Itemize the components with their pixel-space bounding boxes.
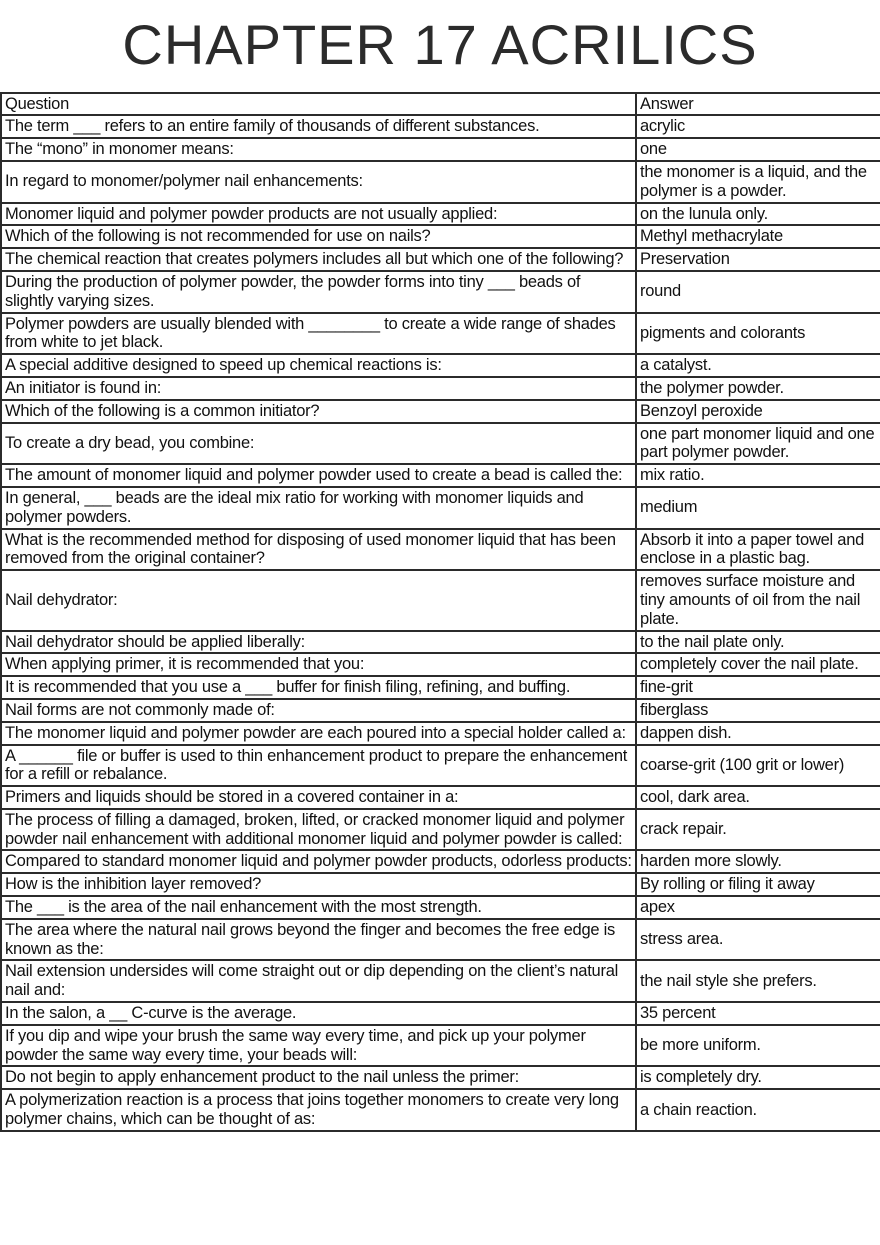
question-cell: To create a dry bead, you combine: bbox=[1, 423, 636, 465]
table-row bbox=[1, 464, 880, 487]
table-row bbox=[1, 631, 880, 654]
answer-cell: the nail style she prefers. bbox=[636, 960, 880, 1002]
question-cell: During the production of polymer powder, the powder forms into tiny ___ beads of slightly varying sizes. bbox=[1, 271, 636, 313]
table-row bbox=[1, 850, 880, 873]
answer-cell: Benzoyl peroxide bbox=[636, 400, 880, 423]
question-cell: How is the inhibition layer removed? bbox=[1, 873, 636, 896]
table-row bbox=[1, 745, 880, 787]
table-row bbox=[1, 1066, 880, 1089]
question-cell: A ______ file or buffer is used to thin enhancement product to prepare the enhancement for a refill or rebalance. bbox=[1, 745, 636, 787]
table-row bbox=[1, 1025, 880, 1067]
question-cell: In regard to monomer/polymer nail enhancements: bbox=[1, 161, 636, 203]
question-cell: The term ___ refers to an entire family of thousands of different substances. bbox=[1, 115, 636, 138]
table-row bbox=[1, 225, 880, 248]
answer-cell: one bbox=[636, 138, 880, 161]
table-row bbox=[1, 400, 880, 423]
table-header-row bbox=[1, 93, 880, 116]
table-row bbox=[1, 896, 880, 919]
question-cell: In general, ___ beads are the ideal mix ratio for working with monomer liquids and polymer powders. bbox=[1, 487, 636, 529]
answer-cell: a catalyst. bbox=[636, 354, 880, 377]
answer-cell: stress area. bbox=[636, 919, 880, 961]
question-cell: In the salon, a __ C-curve is the average. bbox=[1, 1002, 636, 1025]
answer-cell: a chain reaction. bbox=[636, 1089, 880, 1131]
answer-cell: 35 percent bbox=[636, 1002, 880, 1025]
answer-cell: to the nail plate only. bbox=[636, 631, 880, 654]
answer-cell: on the lunula only. bbox=[636, 203, 880, 226]
table-row bbox=[1, 487, 880, 529]
answer-cell: cool, dark area. bbox=[636, 786, 880, 809]
table-row bbox=[1, 722, 880, 745]
table-row bbox=[1, 377, 880, 400]
table-row bbox=[1, 115, 880, 138]
table-row bbox=[1, 873, 880, 896]
question-cell: Nail dehydrator: bbox=[1, 570, 636, 630]
answer-cell: pigments and colorants bbox=[636, 313, 880, 355]
answer-cell: acrylic bbox=[636, 115, 880, 138]
answer-cell: coarse-grit (100 grit or lower) bbox=[636, 745, 880, 787]
answer-cell: be more uniform. bbox=[636, 1025, 880, 1067]
table-row bbox=[1, 423, 880, 465]
answer-cell: dappen dish. bbox=[636, 722, 880, 745]
answer-cell: Methyl methacrylate bbox=[636, 225, 880, 248]
question-cell: Nail extension undersides will come straight out or dip depending on the client’s natural nail and: bbox=[1, 960, 636, 1002]
table-row bbox=[1, 203, 880, 226]
answer-cell: fiberglass bbox=[636, 699, 880, 722]
answer-cell: completely cover the nail plate. bbox=[636, 653, 880, 676]
answer-cell: apex bbox=[636, 896, 880, 919]
answer-cell: By rolling or filing it away bbox=[636, 873, 880, 896]
page-title: CHAPTER 17 ACRILICS bbox=[122, 13, 758, 76]
answer-cell: harden more slowly. bbox=[636, 850, 880, 873]
table-row bbox=[1, 271, 880, 313]
question-cell: What is the recommended method for disposing of used monomer liquid that has been removed from the original container? bbox=[1, 529, 636, 571]
question-cell: Which of the following is a common initiator? bbox=[1, 400, 636, 423]
table-row bbox=[1, 529, 880, 571]
question-cell: Nail forms are not commonly made of: bbox=[1, 699, 636, 722]
question-cell: An initiator is found in: bbox=[1, 377, 636, 400]
question-cell: The monomer liquid and polymer powder are each poured into a special holder called a: bbox=[1, 722, 636, 745]
question-cell: Monomer liquid and polymer powder products are not usually applied: bbox=[1, 203, 636, 226]
question-cell: The chemical reaction that creates polymers includes all but which one of the following? bbox=[1, 248, 636, 271]
table-row bbox=[1, 786, 880, 809]
question-cell: The area where the natural nail grows beyond the finger and becomes the free edge is known as the: bbox=[1, 919, 636, 961]
question-cell: A polymerization reaction is a process that joins together monomers to create very long polymer chains, which can be thought of as: bbox=[1, 1089, 636, 1131]
answer-cell: removes surface moisture and tiny amounts of oil from the nail plate. bbox=[636, 570, 880, 630]
question-cell: Do not begin to apply enhancement product to the nail unless the primer: bbox=[1, 1066, 636, 1089]
table-header-answer: Answer bbox=[636, 93, 880, 116]
answer-cell: round bbox=[636, 271, 880, 313]
table-row bbox=[1, 809, 880, 851]
table-row bbox=[1, 699, 880, 722]
table-row bbox=[1, 248, 880, 271]
question-cell: A special additive designed to speed up chemical reactions is: bbox=[1, 354, 636, 377]
table-row bbox=[1, 161, 880, 203]
answer-cell: medium bbox=[636, 487, 880, 529]
answer-cell: the polymer powder. bbox=[636, 377, 880, 400]
table-row bbox=[1, 960, 880, 1002]
table-row bbox=[1, 570, 880, 630]
question-cell: It is recommended that you use a ___ buffer for finish filing, refining, and buffing. bbox=[1, 676, 636, 699]
answer-cell: Absorb it into a paper towel and enclose in a plastic bag. bbox=[636, 529, 880, 571]
question-cell: Which of the following is not recommended for use on nails? bbox=[1, 225, 636, 248]
table-row bbox=[1, 676, 880, 699]
question-cell: When applying primer, it is recommended that you: bbox=[1, 653, 636, 676]
answer-cell: crack repair. bbox=[636, 809, 880, 851]
question-cell: The process of filling a damaged, broken, lifted, or cracked monomer liquid and polymer powder nail enhancement with additional monomer liquid and polymer powder is called: bbox=[1, 809, 636, 851]
answer-cell: is completely dry. bbox=[636, 1066, 880, 1089]
question-cell: Primers and liquids should be stored in a covered container in a: bbox=[1, 786, 636, 809]
answer-cell: one part monomer liquid and one part polymer powder. bbox=[636, 423, 880, 465]
answer-cell: mix ratio. bbox=[636, 464, 880, 487]
question-cell: Compared to standard monomer liquid and polymer powder products, odorless products: bbox=[1, 850, 636, 873]
table-row bbox=[1, 313, 880, 355]
question-cell: The amount of monomer liquid and polymer powder used to create a bead is called the: bbox=[1, 464, 636, 487]
question-cell: The “mono” in monomer means: bbox=[1, 138, 636, 161]
table-row bbox=[1, 138, 880, 161]
question-cell: If you dip and wipe your brush the same way every time, and pick up your polymer powder the same way every time, your beads will: bbox=[1, 1025, 636, 1067]
question-cell: The ___ is the area of the nail enhancement with the most strength. bbox=[1, 896, 636, 919]
question-cell: Polymer powders are usually blended with ________ to create a wide range of shades from white to jet black. bbox=[1, 313, 636, 355]
answer-cell: fine-grit bbox=[636, 676, 880, 699]
qa-table bbox=[0, 92, 880, 1132]
table-header-question: Question bbox=[1, 93, 636, 116]
question-cell: Nail dehydrator should be applied liberally: bbox=[1, 631, 636, 654]
table-row bbox=[1, 354, 880, 377]
answer-cell: the monomer is a liquid, and the polymer is a powder. bbox=[636, 161, 880, 203]
table-row bbox=[1, 1002, 880, 1025]
table-row bbox=[1, 919, 880, 961]
table-row bbox=[1, 653, 880, 676]
answer-cell: Preservation bbox=[636, 248, 880, 271]
table-row bbox=[1, 1089, 880, 1131]
